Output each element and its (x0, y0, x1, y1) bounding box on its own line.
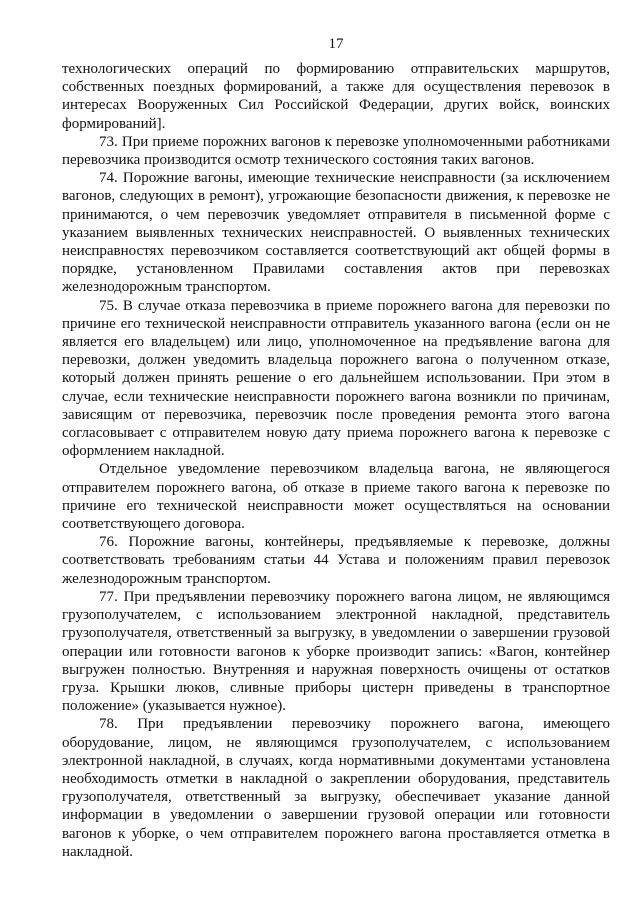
document-page (62, 34, 610, 861)
page-number: 17 (328, 36, 344, 52)
paragraph-74: 74. Порожние вагоны, имеющие технические неисправности (за исключением вагонов, следующих в ремонт), угрожающие безопасности движения, к перевозке не принимаются, о чем перевозчик уведомляет отправителя в письменной форме с указанием выявленных технических неисправностей. О выявленных технических неисправностях перевозчиком составляется соответствующий акт общей формы в порядке, установленном Правилами составления актов при перевозках железнодорожным транспортом. (62, 170, 610, 296)
paragraph-78: 78. При предъявлении перевозчику порожнего вагона, имеющего оборудование, лицом, не являющимся грузополучателем, с использованием электронной накладной, в случаях, когда нормативными документами установлена необходимость отметки в накладной о закреплении оборудования, представитель грузополучателя, ответственный за выгрузку, обеспечивает указание данной информации в уведомлении о завершении грузовой операции или готовности вагонов к уборке, о чем отправителем порожнего вагона проставляется отметка в накладной. (62, 716, 610, 860)
paragraph-75: 75. В случае отказа перевозчика в приеме порожнего вагона для перевозки по причине его технической неисправности отправитель указанного вагона (если он не является его владельцем) или лицо, уполномоченное на предъявление вагона для перевозки, должен уведомить владельца порожнего вагона о полученном отказе, который должен принять решение о его дальнейшем использовании. При этом в случае, если технические неисправности порожнего вагона возникли по причинам, зависящим от перевозчика, перевозчик после проведения ремонта этого вагона согласовывает с отправителем новую дату приема порожнего вагона к перевозке с оформлением накладной. (62, 297, 610, 460)
paragraph-continuation: технологических операций по формированию отправительских маршрутов, собственных поездных формирований, а также для осуществления перевозок в интересах Вооруженных Сил Российской Федерации, других войск, воинских формирований]. (62, 61, 610, 132)
paragraph-76: 76. Порожние вагоны, контейнеры, предъявляемые к перевозке, должны соответствовать требованиям статьи 44 Устава и положениям правил перевозок железнодорожным транспортом. (62, 534, 610, 587)
paragraph-73: 73. При приеме порожних вагонов к перевозке уполномоченными работниками перевозчика производится осмотр технического состояния таких вагонов. (62, 133, 610, 169)
paragraph-77: 77. При предъявлении перевозчику порожнего вагона лицом, не являющимся грузополучателем, с использованием электронной накладной, представитель грузополучателя, ответственный за выгрузку, в уведомлении о завершении грузовой операции или готовности вагонов к уборке производит запись: «Вагон, контейнер выгружен полностью. Внутренняя и наружная поверхность очищены от остатков груза. Крышки люков, сливные приборы цистерн приведены в транспортное положение» (указывается нужное). (62, 588, 610, 715)
paragraph-75-notice: Отдельное уведомление перевозчиком владельца вагона, не являющегося отправителем порожнего вагона, об отказе в приеме такого вагона к перевозке по причине его технической неисправности может осуществляться на основании соответствующего договора. (62, 461, 610, 533)
